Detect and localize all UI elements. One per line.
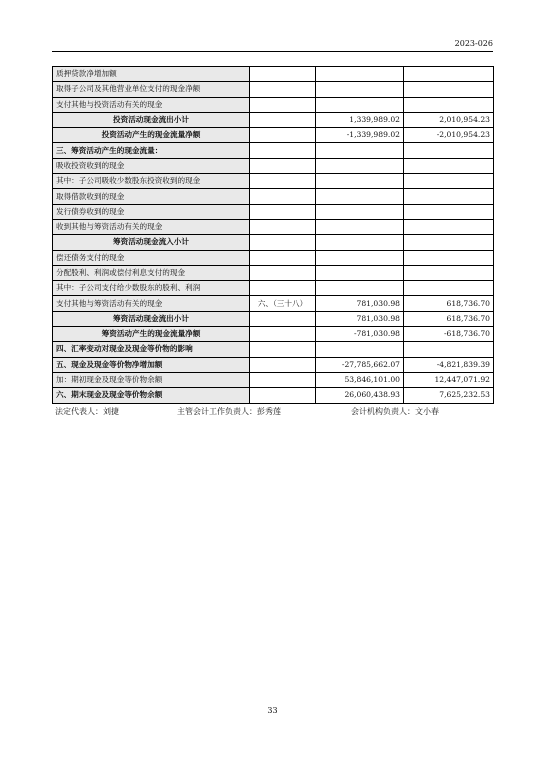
table-row (53, 189, 494, 204)
row-current-period-cell (316, 204, 404, 219)
row-note-cell (250, 327, 316, 342)
row-current-period-cell (316, 189, 404, 204)
row-prior-period-cell (404, 235, 494, 250)
table-row (53, 174, 494, 189)
table-row (53, 250, 494, 265)
page-number: 33 (267, 706, 278, 715)
row-item-cell: 支付其他与筹资活动有关的现金 (53, 296, 250, 311)
table-row (53, 97, 494, 112)
document-code: 2023-026 (454, 39, 493, 48)
row-item-cell: 五、现金及现金等价物净增加额 (53, 357, 250, 372)
row-item-cell: 三、筹资活动产生的现金流量： (53, 143, 250, 158)
row-note-cell (250, 235, 316, 250)
row-current-period-cell (316, 158, 404, 173)
table-row (53, 342, 494, 357)
cash-flow-table-body (53, 67, 494, 404)
row-note-cell (250, 158, 316, 173)
row-current-period-cell (316, 219, 404, 234)
legal-representative: 法定代表人：刘捷 (55, 407, 119, 416)
row-item-cell: 取得子公司及其他营业单位支付的现金净额 (53, 82, 250, 97)
table-row (53, 311, 494, 326)
row-item-cell: 分配股利、利润或偿付利息支付的现金 (53, 265, 250, 280)
row-prior-period-cell: -618,736.70 (404, 327, 494, 342)
table-row (53, 281, 494, 296)
row-note-cell (250, 357, 316, 372)
accounting-head: 主管会计工作负责人：彭秀莲 (177, 407, 281, 416)
row-current-period-cell: 781,030.98 (316, 311, 404, 326)
table-row (53, 128, 494, 143)
row-current-period-cell (316, 174, 404, 189)
row-prior-period-cell (404, 204, 494, 219)
row-item-cell: 支付其他与投资活动有关的现金 (53, 97, 250, 112)
row-item-cell: 收到其他与筹资活动有关的现金 (53, 219, 250, 234)
row-current-period-cell (316, 97, 404, 112)
row-current-period-cell (316, 281, 404, 296)
row-prior-period-cell (404, 97, 494, 112)
table-row (53, 112, 494, 127)
row-note-cell (250, 97, 316, 112)
cash-flow-table (52, 66, 494, 404)
row-note-cell (250, 189, 316, 204)
table-row (53, 143, 494, 158)
row-note-cell (250, 250, 316, 265)
row-item-cell: 质押贷款净增加额 (53, 67, 250, 82)
row-item-cell: 投资活动产生的现金流量净额 (53, 128, 250, 143)
row-current-period-cell (316, 67, 404, 82)
row-note-cell: 六、（三十八） (250, 296, 316, 311)
row-note-cell (250, 82, 316, 97)
row-note-cell (250, 112, 316, 127)
accounting-org-head: 会计机构负责人：文小春 (351, 407, 439, 416)
row-note-cell (250, 281, 316, 296)
row-prior-period-cell (404, 189, 494, 204)
row-item-cell: 四、汇率变动对现金及现金等价物的影响 (53, 342, 250, 357)
row-prior-period-cell: 12,447,071.92 (404, 372, 494, 387)
table-row (53, 235, 494, 250)
row-current-period-cell: 26,060,438.93 (316, 388, 404, 403)
row-prior-period-cell: 618,736.70 (404, 296, 494, 311)
row-item-cell: 筹资活动现金流出小计 (53, 311, 250, 326)
row-current-period-cell: -27,785,662.07 (316, 357, 404, 372)
row-prior-period-cell: 618,736.70 (404, 311, 494, 326)
row-prior-period-cell (404, 250, 494, 265)
row-note-cell (250, 128, 316, 143)
row-item-cell: 偿还债务支付的现金 (53, 250, 250, 265)
row-current-period-cell (316, 342, 404, 357)
row-item-cell: 筹资活动产生的现金流量净额 (53, 327, 250, 342)
row-note-cell (250, 265, 316, 280)
row-current-period-cell: 781,030.98 (316, 296, 404, 311)
row-note-cell (250, 372, 316, 387)
row-note-cell (250, 204, 316, 219)
row-current-period-cell: 1,339,989.02 (316, 112, 404, 127)
row-current-period-cell (316, 82, 404, 97)
row-note-cell (250, 311, 316, 326)
row-prior-period-cell (404, 281, 494, 296)
row-item-cell: 六、期末现金及现金等价物余额 (53, 388, 250, 403)
row-current-period-cell (316, 143, 404, 158)
row-prior-period-cell: -4,821,839.39 (404, 357, 494, 372)
table-row (53, 357, 494, 372)
row-current-period-cell: -1,339,989.02 (316, 128, 404, 143)
row-current-period-cell (316, 265, 404, 280)
table-row (53, 67, 494, 82)
row-item-cell: 投资活动现金流出小计 (53, 112, 250, 127)
row-item-cell: 其中：子公司支付给少数股东的股利、利润 (53, 281, 250, 296)
row-prior-period-cell (404, 265, 494, 280)
row-item-cell: 筹资活动现金流入小计 (53, 235, 250, 250)
row-note-cell (250, 143, 316, 158)
table-row (53, 296, 494, 311)
row-prior-period-cell (404, 219, 494, 234)
row-note-cell (250, 342, 316, 357)
row-prior-period-cell (404, 67, 494, 82)
table-row (53, 388, 494, 403)
row-prior-period-cell: 2,010,954.23 (404, 112, 494, 127)
row-prior-period-cell (404, 143, 494, 158)
table-row (53, 265, 494, 280)
row-item-cell: 其中：子公司吸收少数股东投资收到的现金 (53, 174, 250, 189)
row-item-cell: 加：期初现金及现金等价物余额 (53, 372, 250, 387)
row-item-cell: 取得借款收到的现金 (53, 189, 250, 204)
row-item-cell: 吸收投资收到的现金 (53, 158, 250, 173)
row-prior-period-cell (404, 174, 494, 189)
row-item-cell: 发行债券收到的现金 (53, 204, 250, 219)
row-note-cell (250, 174, 316, 189)
table-row (53, 372, 494, 387)
table-row (53, 82, 494, 97)
row-prior-period-cell (404, 342, 494, 357)
row-current-period-cell (316, 250, 404, 265)
row-prior-period-cell: -2,010,954.23 (404, 128, 494, 143)
row-current-period-cell (316, 235, 404, 250)
row-note-cell (250, 388, 316, 403)
row-prior-period-cell: 7,625,232.53 (404, 388, 494, 403)
row-note-cell (250, 67, 316, 82)
row-current-period-cell: -781,030.98 (316, 327, 404, 342)
row-prior-period-cell (404, 82, 494, 97)
row-note-cell (250, 219, 316, 234)
header-rule (52, 51, 493, 52)
table-row (53, 158, 494, 173)
table-row (53, 219, 494, 234)
row-current-period-cell: 53,846,101.00 (316, 372, 404, 387)
table-row (53, 204, 494, 219)
table-row (53, 327, 494, 342)
row-prior-period-cell (404, 158, 494, 173)
